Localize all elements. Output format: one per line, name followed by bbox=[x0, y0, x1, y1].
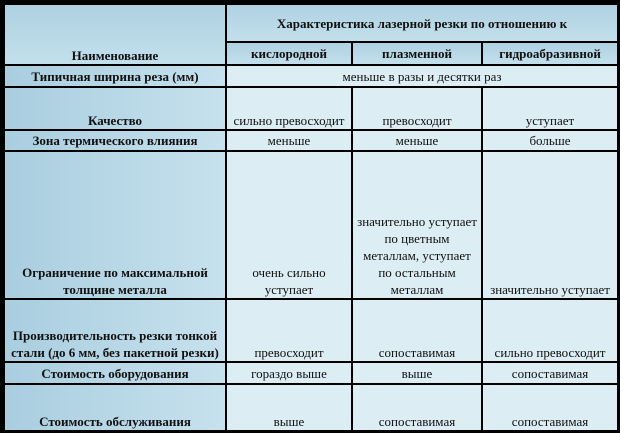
cell-maintenance-cost-oxygen: выше bbox=[226, 384, 352, 431]
cell-heat-zone-plasma: меньше bbox=[352, 130, 482, 151]
cell-max-thickness-plasma: значительно уступает по цветным металлам, уступает по остальным металлам bbox=[352, 151, 482, 299]
cell-quality-plasma: превосходит bbox=[352, 87, 482, 130]
column-header-plasma: плазменной bbox=[352, 42, 482, 65]
row-label-maintenance-cost: Стоимость обслуживания bbox=[4, 384, 226, 431]
cell-maintenance-cost-waterjet: сопоставимая bbox=[482, 384, 618, 431]
table-row bbox=[4, 151, 618, 299]
cell-heat-zone-oxygen: меньше bbox=[226, 130, 352, 151]
table-row bbox=[4, 65, 618, 87]
row-label-quality: Качество bbox=[4, 87, 226, 130]
cell-max-thickness-oxygen: очень сильно уступает bbox=[226, 151, 352, 299]
name-column-header: Наименование bbox=[4, 4, 226, 65]
table-row bbox=[4, 384, 618, 431]
table-row bbox=[4, 362, 618, 384]
cell-productivity-waterjet: сильно превосходит bbox=[482, 299, 618, 362]
table-row bbox=[4, 87, 618, 130]
table-row bbox=[4, 130, 618, 151]
column-header-oxygen: кислородной bbox=[226, 42, 352, 65]
cell-max-thickness-waterjet: значительно уступает bbox=[482, 151, 618, 299]
cell-equipment-cost-waterjet: сопоставимая bbox=[482, 362, 618, 384]
merged-value-kerf-width: меньше в разы и десятки раз bbox=[226, 65, 618, 87]
cell-equipment-cost-oxygen: гораздо выше bbox=[226, 362, 352, 384]
row-label-equipment-cost: Стоимость оборудования bbox=[4, 362, 226, 384]
cell-heat-zone-waterjet: больше bbox=[482, 130, 618, 151]
cell-quality-oxygen: сильно превосходит bbox=[226, 87, 352, 130]
row-label-thin-steel-productivity: Производительность резки тонкой стали (до 6 мм, без пакетной резки) bbox=[4, 299, 226, 362]
cell-productivity-plasma: сопоставимая bbox=[352, 299, 482, 362]
row-label-max-thickness: Ограничение по максимальной толщине металла bbox=[4, 151, 226, 299]
header-row-top bbox=[4, 4, 618, 42]
cell-quality-waterjet: уступает bbox=[482, 87, 618, 130]
comparison-group-header: Характеристика лазерной резки по отношению к bbox=[226, 4, 618, 42]
row-label-heat-zone: Зона термического влияния bbox=[4, 130, 226, 151]
comparison-table bbox=[3, 3, 619, 432]
cell-equipment-cost-plasma: выше bbox=[352, 362, 482, 384]
column-header-waterjet: гидроабразивной bbox=[482, 42, 618, 65]
table-row bbox=[4, 299, 618, 362]
cell-maintenance-cost-plasma: сопоставимая bbox=[352, 384, 482, 431]
cell-productivity-oxygen: превосходит bbox=[226, 299, 352, 362]
row-label-kerf-width: Типичная ширина реза (мм) bbox=[4, 65, 226, 87]
